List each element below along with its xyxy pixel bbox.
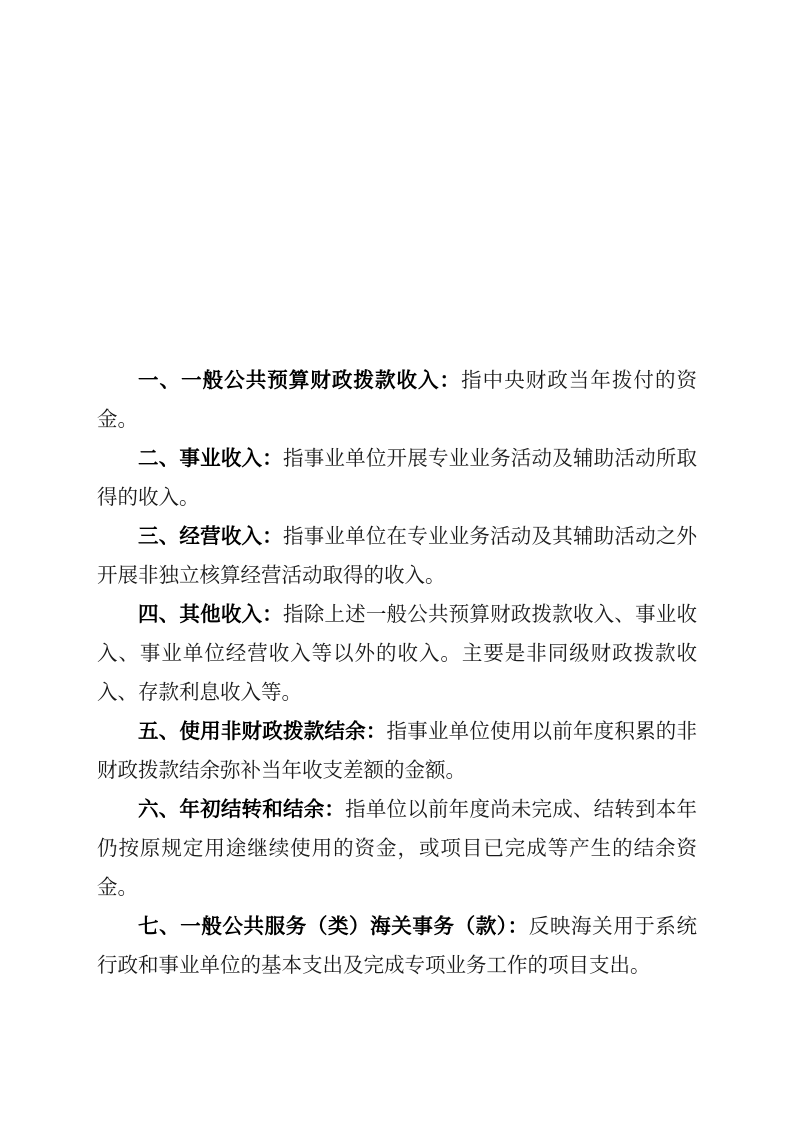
definition-paragraph (97, 907, 697, 985)
definition-paragraph (97, 595, 697, 712)
definition-term: 一、一般公共预算财政拨款收入： (138, 368, 462, 392)
definitions-list (97, 361, 697, 985)
definition-paragraph (97, 790, 697, 907)
definition-paragraph (97, 361, 697, 439)
definition-paragraph (97, 439, 697, 517)
definition-term: 三、经营收入： (138, 524, 283, 548)
definition-term: 五、使用非财政拨款结余： (138, 719, 387, 743)
definition-text: 反映海关用于系统行政和事业单位的基本支出及完成专项业务工作的项目支出。 (97, 914, 698, 977)
definition-term: 六、年初结转和结余： (138, 797, 346, 821)
definition-paragraph (97, 517, 697, 595)
definition-term: 二、事业收入： (138, 446, 283, 470)
definition-term: 四、其他收入： (138, 602, 283, 626)
definition-text: 指事业单位在专业业务活动及其辅助活动之外开展非独立核算经营活动取得的收入。 (97, 524, 698, 587)
definition-text: 指中央财政当年拨付的资金。 (97, 368, 698, 431)
definition-term: 七、一般公共服务（类）海关事务（款）： (138, 914, 529, 938)
definition-text: 指事业单位使用以前年度积累的非财政拨款结余弥补当年收支差额的金额。 (97, 719, 698, 782)
definition-paragraph (97, 712, 697, 790)
definition-text: 指单位以前年度尚未完成、结转到本年仍按原规定用途继续使用的资金，或项目已完成等产生的结余资金。 (97, 797, 698, 899)
definition-text: 指事业单位开展专业业务活动及辅助活动所取得的收入。 (97, 446, 698, 509)
definition-text: 指除上述一般公共预算财政拨款收入、事业收入、事业单位经营收入等以外的收入。主要是非同级财政拨款收入、存款利息收入等。 (97, 602, 698, 704)
